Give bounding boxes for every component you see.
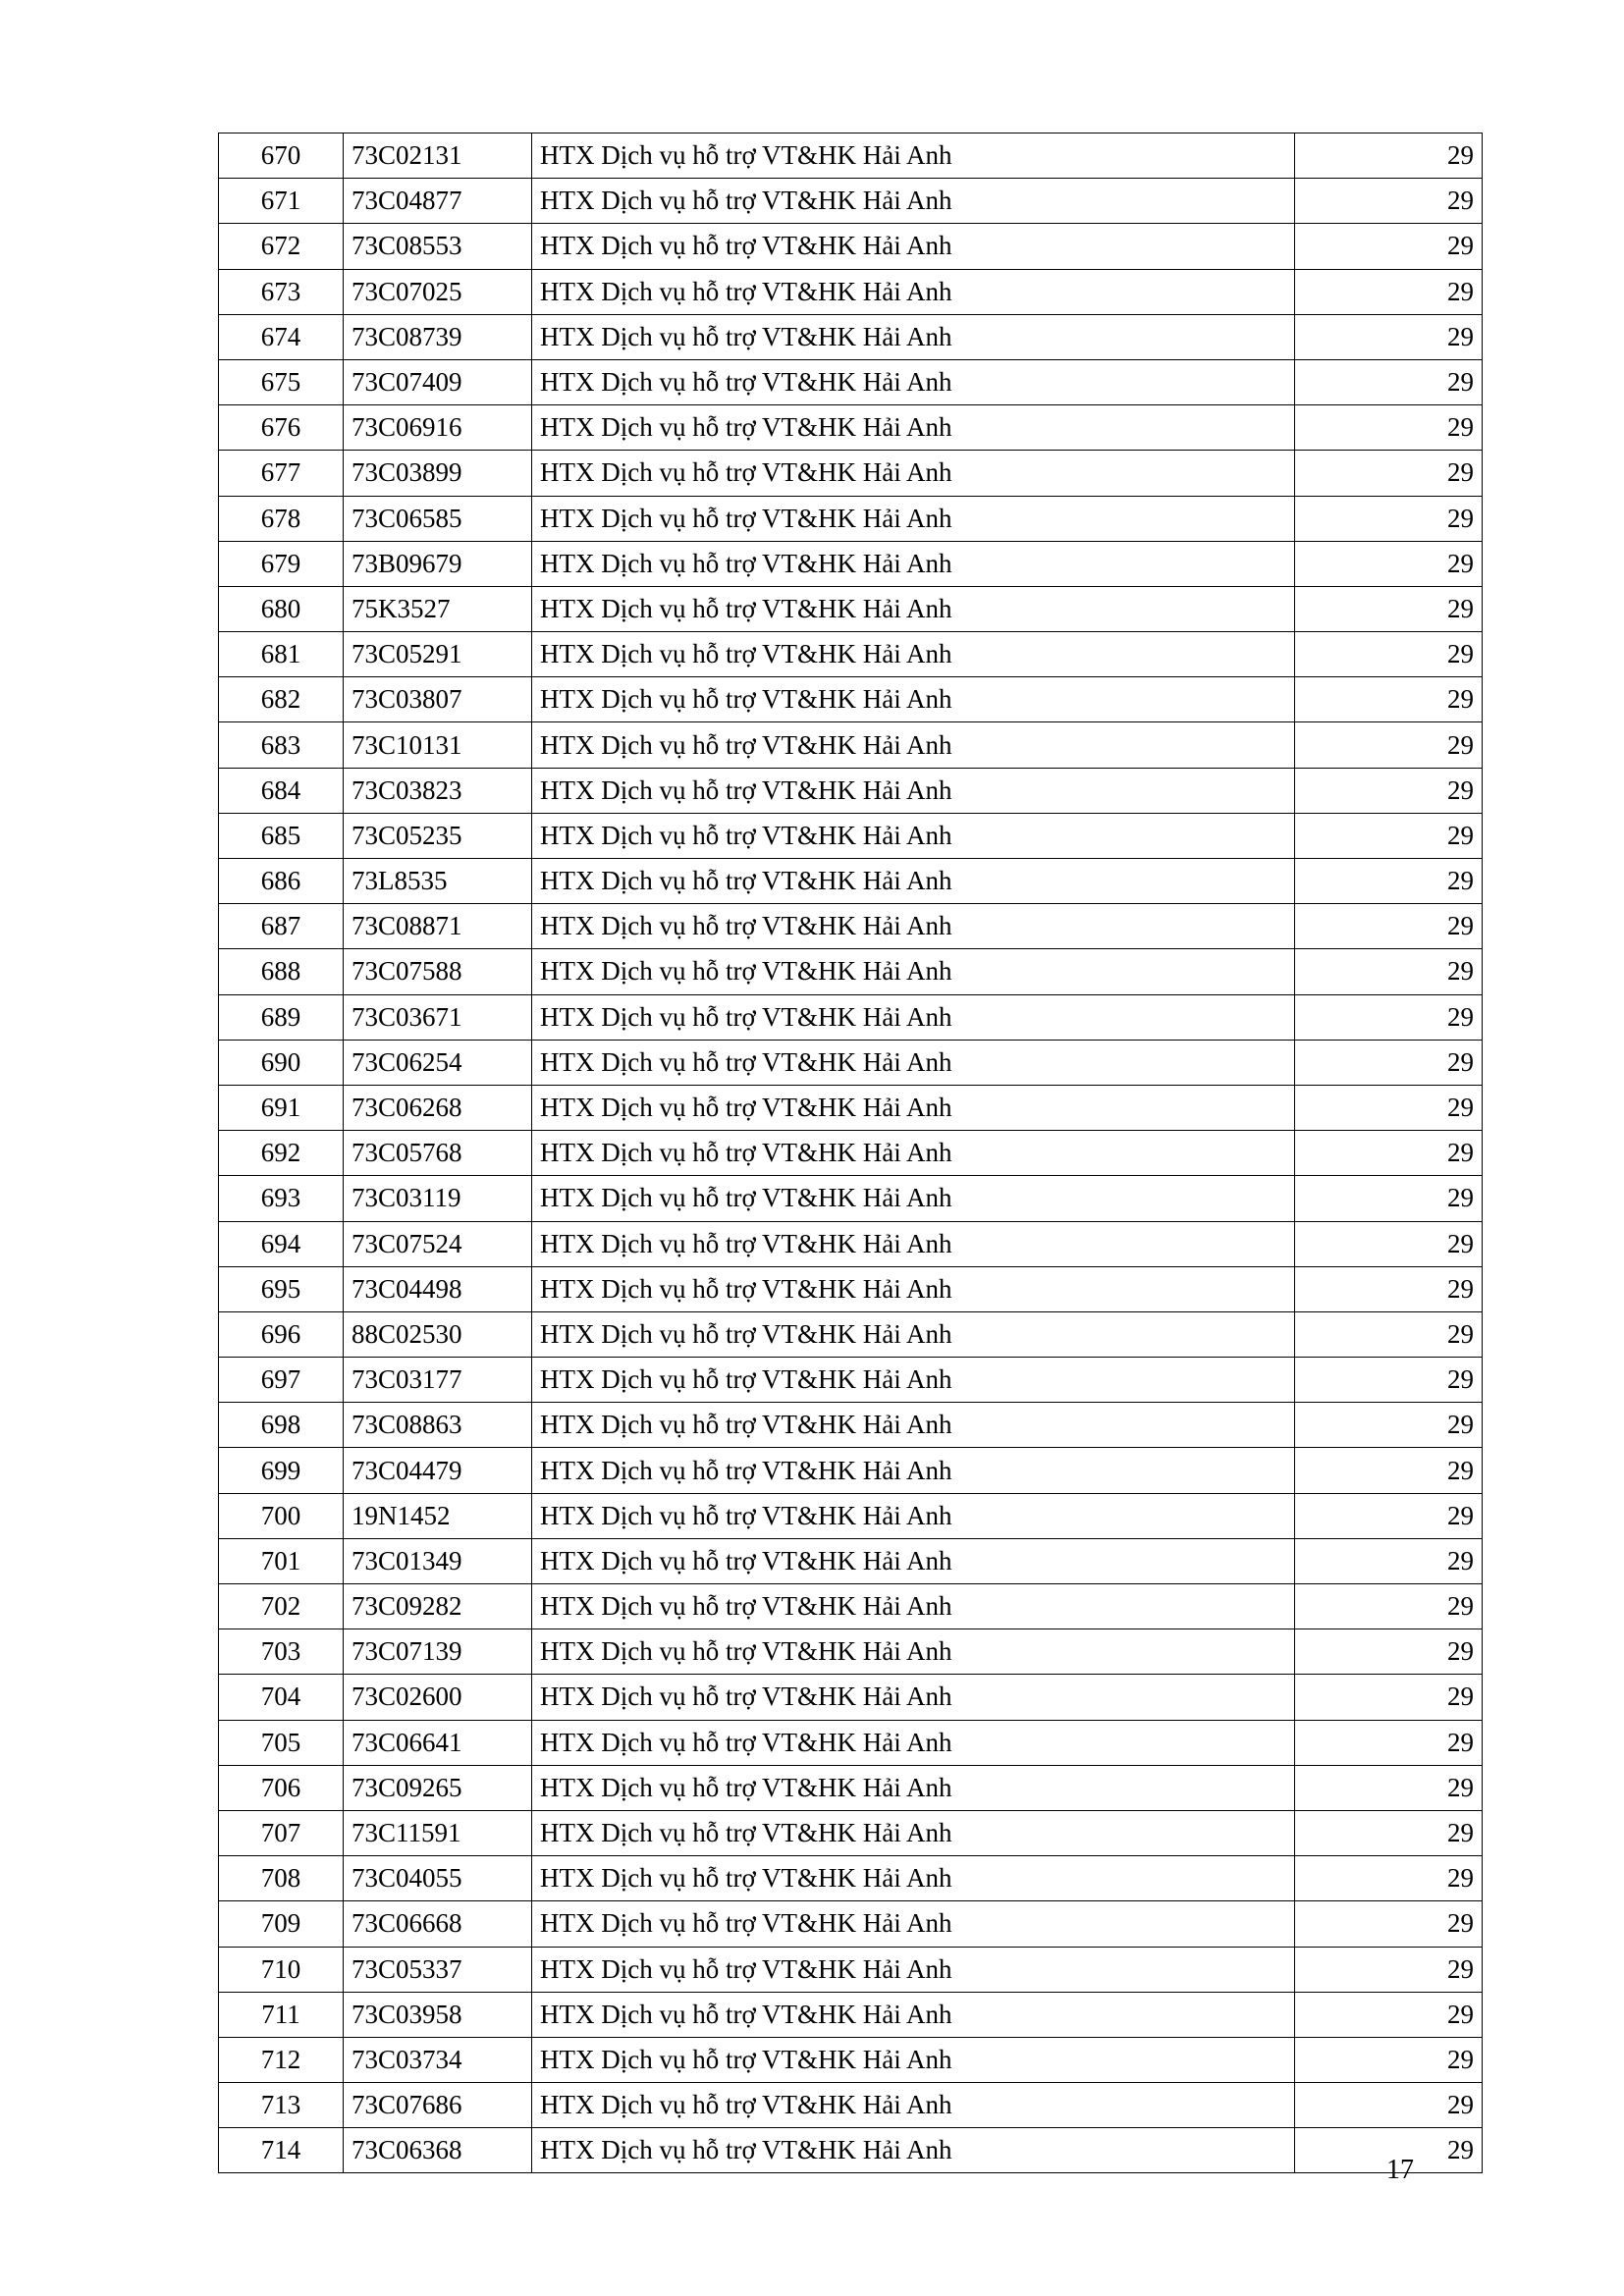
cell-plate: 73C07524 [344,1221,532,1266]
cell-seats: 29 [1295,1584,1483,1629]
cell-stt: 689 [219,994,344,1040]
table-row [219,1040,1483,1085]
table-row [219,1311,1483,1357]
cell-stt: 711 [219,1992,344,2037]
table-row [219,1403,1483,1448]
cell-stt: 679 [219,541,344,586]
cell-plate: 73C03807 [344,677,532,722]
cell-seats: 29 [1295,133,1483,179]
cell-stt: 683 [219,722,344,768]
cell-seats: 29 [1295,813,1483,858]
cell-plate: 73C06254 [344,1040,532,1085]
cell-stt: 680 [219,586,344,631]
cell-owner: HTX Dịch vụ hỗ trợ VT&HK Hải Anh [532,632,1295,677]
cell-plate: 19N1452 [344,1493,532,1538]
cell-seats: 29 [1295,496,1483,541]
table-row [219,1358,1483,1403]
cell-owner: HTX Dịch vụ hỗ trợ VT&HK Hải Anh [532,451,1295,496]
cell-seats: 29 [1295,1947,1483,1992]
cell-stt: 697 [219,1358,344,1403]
cell-stt: 677 [219,451,344,496]
cell-owner: HTX Dịch vụ hỗ trợ VT&HK Hải Anh [532,1131,1295,1176]
cell-seats: 29 [1295,1040,1483,1085]
cell-plate: 73C07025 [344,269,532,314]
table-row [219,2037,1483,2082]
table-row [219,1176,1483,1221]
cell-plate: 73L8535 [344,859,532,904]
cell-stt: 701 [219,1538,344,1583]
cell-seats: 29 [1295,451,1483,496]
cell-seats: 29 [1295,1992,1483,2037]
cell-stt: 693 [219,1176,344,1221]
cell-stt: 700 [219,1493,344,1538]
cell-plate: 73C02131 [344,133,532,179]
cell-plate: 73C09265 [344,1765,532,1810]
table-row [219,994,1483,1040]
cell-plate: 73C05235 [344,813,532,858]
cell-plate: 73C03958 [344,1992,532,2037]
table-row [219,904,1483,949]
cell-stt: 681 [219,632,344,677]
cell-plate: 73C03119 [344,1176,532,1221]
cell-owner: HTX Dịch vụ hỗ trợ VT&HK Hải Anh [532,1765,1295,1810]
cell-owner: HTX Dịch vụ hỗ trợ VT&HK Hải Anh [532,1493,1295,1538]
table-row [219,269,1483,314]
table-row [219,541,1483,586]
cell-owner: HTX Dịch vụ hỗ trợ VT&HK Hải Anh [532,359,1295,404]
cell-stt: 675 [219,359,344,404]
cell-stt: 674 [219,314,344,359]
cell-plate: 73C03823 [344,768,532,813]
cell-seats: 29 [1295,904,1483,949]
cell-seats: 29 [1295,722,1483,768]
cell-stt: 687 [219,904,344,949]
cell-seats: 29 [1295,2128,1483,2173]
cell-owner: HTX Dịch vụ hỗ trợ VT&HK Hải Anh [532,2037,1295,2082]
cell-stt: 699 [219,1448,344,1493]
cell-plate: 73C03671 [344,994,532,1040]
cell-seats: 29 [1295,1448,1483,1493]
cell-stt: 713 [219,2083,344,2128]
cell-plate: 73C07139 [344,1629,532,1675]
cell-plate: 73C11591 [344,1810,532,1855]
cell-seats: 29 [1295,314,1483,359]
cell-plate: 73C07686 [344,2083,532,2128]
table-row [219,1221,1483,1266]
cell-seats: 29 [1295,586,1483,631]
table-body [219,133,1483,2173]
cell-plate: 88C02530 [344,1311,532,1357]
cell-owner: HTX Dịch vụ hỗ trợ VT&HK Hải Anh [532,859,1295,904]
cell-plate: 73C05291 [344,632,532,677]
cell-stt: 702 [219,1584,344,1629]
cell-stt: 705 [219,1720,344,1765]
cell-seats: 29 [1295,2083,1483,2128]
cell-stt: 706 [219,1765,344,1810]
cell-owner: HTX Dịch vụ hỗ trợ VT&HK Hải Anh [532,1176,1295,1221]
cell-seats: 29 [1295,1403,1483,1448]
cell-owner: HTX Dịch vụ hỗ trợ VT&HK Hải Anh [532,949,1295,994]
cell-plate: 73C04877 [344,179,532,224]
cell-stt: 673 [219,269,344,314]
cell-owner: HTX Dịch vụ hỗ trợ VT&HK Hải Anh [532,179,1295,224]
cell-stt: 684 [219,768,344,813]
table-row [219,1629,1483,1675]
cell-plate: 73C03899 [344,451,532,496]
table-row [219,722,1483,768]
cell-plate: 73C06916 [344,405,532,451]
table-row [219,2128,1483,2173]
cell-seats: 29 [1295,224,1483,269]
cell-owner: HTX Dịch vụ hỗ trợ VT&HK Hải Anh [532,1947,1295,1992]
table-row [219,1584,1483,1629]
cell-stt: 692 [219,1131,344,1176]
cell-plate: 73C05337 [344,1947,532,1992]
table-row [219,677,1483,722]
cell-seats: 29 [1295,1358,1483,1403]
cell-owner: HTX Dịch vụ hỗ trợ VT&HK Hải Anh [532,1720,1295,1765]
cell-seats: 29 [1295,1629,1483,1675]
cell-owner: HTX Dịch vụ hỗ trợ VT&HK Hải Anh [532,1448,1295,1493]
vehicle-registry-table-container [218,133,1474,2173]
cell-owner: HTX Dịch vụ hỗ trợ VT&HK Hải Anh [532,1538,1295,1583]
cell-owner: HTX Dịch vụ hỗ trợ VT&HK Hải Anh [532,1403,1295,1448]
cell-owner: HTX Dịch vụ hỗ trợ VT&HK Hải Anh [532,269,1295,314]
cell-plate: 73C06585 [344,496,532,541]
cell-seats: 29 [1295,2037,1483,2082]
cell-plate: 73C07588 [344,949,532,994]
cell-stt: 688 [219,949,344,994]
table-row [219,1810,1483,1855]
cell-stt: 686 [219,859,344,904]
cell-stt: 704 [219,1675,344,1720]
table-row [219,1947,1483,1992]
cell-plate: 73C02600 [344,1675,532,1720]
cell-seats: 29 [1295,632,1483,677]
cell-seats: 29 [1295,677,1483,722]
cell-seats: 29 [1295,179,1483,224]
cell-owner: HTX Dịch vụ hỗ trợ VT&HK Hải Anh [532,314,1295,359]
cell-seats: 29 [1295,1765,1483,1810]
cell-plate: 73B09679 [344,541,532,586]
cell-stt: 707 [219,1810,344,1855]
table-row [219,224,1483,269]
cell-seats: 29 [1295,1221,1483,1266]
cell-seats: 29 [1295,1131,1483,1176]
cell-owner: HTX Dịch vụ hỗ trợ VT&HK Hải Anh [532,1810,1295,1855]
cell-stt: 712 [219,2037,344,2082]
cell-stt: 696 [219,1311,344,1357]
cell-seats: 29 [1295,1675,1483,1720]
cell-plate: 73C04479 [344,1448,532,1493]
cell-seats: 29 [1295,994,1483,1040]
table-row [219,1493,1483,1538]
table-row [219,405,1483,451]
cell-owner: HTX Dịch vụ hỗ trợ VT&HK Hải Anh [532,224,1295,269]
cell-owner: HTX Dịch vụ hỗ trợ VT&HK Hải Anh [532,1266,1295,1311]
cell-seats: 29 [1295,1176,1483,1221]
table-row [219,1448,1483,1493]
cell-stt: 694 [219,1221,344,1266]
cell-stt: 671 [219,179,344,224]
cell-stt: 691 [219,1085,344,1130]
cell-seats: 29 [1295,1810,1483,1855]
cell-owner: HTX Dịch vụ hỗ trợ VT&HK Hải Anh [532,677,1295,722]
cell-plate: 73C08871 [344,904,532,949]
cell-owner: HTX Dịch vụ hỗ trợ VT&HK Hải Anh [532,1856,1295,1901]
cell-seats: 29 [1295,1266,1483,1311]
cell-stt: 703 [219,1629,344,1675]
cell-seats: 29 [1295,768,1483,813]
page-number: 17 [1386,2155,1414,2185]
cell-stt: 672 [219,224,344,269]
cell-owner: HTX Dịch vụ hỗ trợ VT&HK Hải Anh [532,586,1295,631]
cell-owner: HTX Dịch vụ hỗ trợ VT&HK Hải Anh [532,1992,1295,2037]
cell-seats: 29 [1295,541,1483,586]
cell-plate: 73C08863 [344,1403,532,1448]
cell-owner: HTX Dịch vụ hỗ trợ VT&HK Hải Anh [532,496,1295,541]
cell-owner: HTX Dịch vụ hỗ trợ VT&HK Hải Anh [532,1040,1295,1085]
cell-owner: HTX Dịch vụ hỗ trợ VT&HK Hải Anh [532,1085,1295,1130]
table-row [219,314,1483,359]
table-row [219,1131,1483,1176]
cell-stt: 714 [219,2128,344,2173]
cell-plate: 75K3527 [344,586,532,631]
cell-stt: 678 [219,496,344,541]
cell-stt: 685 [219,813,344,858]
cell-stt: 710 [219,1947,344,1992]
cell-plate: 73C08553 [344,224,532,269]
table-row [219,949,1483,994]
cell-owner: HTX Dịch vụ hỗ trợ VT&HK Hải Anh [532,1675,1295,1720]
cell-owner: HTX Dịch vụ hỗ trợ VT&HK Hải Anh [532,768,1295,813]
cell-owner: HTX Dịch vụ hỗ trợ VT&HK Hải Anh [532,813,1295,858]
cell-owner: HTX Dịch vụ hỗ trợ VT&HK Hải Anh [532,2128,1295,2173]
cell-stt: 682 [219,677,344,722]
cell-stt: 690 [219,1040,344,1085]
table-row [219,451,1483,496]
cell-owner: HTX Dịch vụ hỗ trợ VT&HK Hải Anh [532,722,1295,768]
table-row [219,768,1483,813]
cell-owner: HTX Dịch vụ hỗ trợ VT&HK Hải Anh [532,405,1295,451]
cell-owner: HTX Dịch vụ hỗ trợ VT&HK Hải Anh [532,133,1295,179]
cell-seats: 29 [1295,1901,1483,1947]
cell-plate: 73C06368 [344,2128,532,2173]
cell-plate: 73C01349 [344,1538,532,1583]
cell-owner: HTX Dịch vụ hỗ trợ VT&HK Hải Anh [532,1901,1295,1947]
cell-owner: HTX Dịch vụ hỗ trợ VT&HK Hải Anh [532,1629,1295,1675]
table-row [219,496,1483,541]
table-row [219,1901,1483,1947]
table-row [219,1720,1483,1765]
cell-plate: 73C05768 [344,1131,532,1176]
table-row [219,359,1483,404]
cell-plate: 73C08739 [344,314,532,359]
cell-plate: 73C03734 [344,2037,532,2082]
cell-seats: 29 [1295,359,1483,404]
table-row [219,1266,1483,1311]
cell-stt: 708 [219,1856,344,1901]
table-row [219,859,1483,904]
cell-plate: 73C04498 [344,1266,532,1311]
table-row [219,2083,1483,2128]
cell-seats: 29 [1295,1085,1483,1130]
table-row [219,133,1483,179]
table-row [219,813,1483,858]
cell-seats: 29 [1295,269,1483,314]
cell-seats: 29 [1295,1311,1483,1357]
cell-seats: 29 [1295,859,1483,904]
cell-stt: 709 [219,1901,344,1947]
cell-plate: 73C06268 [344,1085,532,1130]
cell-plate: 73C09282 [344,1584,532,1629]
cell-seats: 29 [1295,1493,1483,1538]
cell-plate: 73C06641 [344,1720,532,1765]
cell-plate: 73C03177 [344,1358,532,1403]
table-row [219,1856,1483,1901]
cell-owner: HTX Dịch vụ hỗ trợ VT&HK Hải Anh [532,1358,1295,1403]
cell-stt: 695 [219,1266,344,1311]
cell-stt: 676 [219,405,344,451]
cell-owner: HTX Dịch vụ hỗ trợ VT&HK Hải Anh [532,904,1295,949]
table-row [219,1538,1483,1583]
cell-owner: HTX Dịch vụ hỗ trợ VT&HK Hải Anh [532,541,1295,586]
cell-plate: 73C06668 [344,1901,532,1947]
cell-owner: HTX Dịch vụ hỗ trợ VT&HK Hải Anh [532,1221,1295,1266]
cell-stt: 670 [219,133,344,179]
cell-seats: 29 [1295,1538,1483,1583]
cell-seats: 29 [1295,1856,1483,1901]
table-row [219,1992,1483,2037]
cell-seats: 29 [1295,405,1483,451]
table-row [219,1765,1483,1810]
table-row [219,632,1483,677]
cell-owner: HTX Dịch vụ hỗ trợ VT&HK Hải Anh [532,2083,1295,2128]
cell-stt: 698 [219,1403,344,1448]
cell-plate: 73C04055 [344,1856,532,1901]
vehicle-registry-table [218,133,1483,2173]
table-row [219,179,1483,224]
cell-owner: HTX Dịch vụ hỗ trợ VT&HK Hải Anh [532,1584,1295,1629]
cell-owner: HTX Dịch vụ hỗ trợ VT&HK Hải Anh [532,1311,1295,1357]
table-row [219,586,1483,631]
cell-plate: 73C10131 [344,722,532,768]
cell-owner: HTX Dịch vụ hỗ trợ VT&HK Hải Anh [532,994,1295,1040]
cell-seats: 29 [1295,1720,1483,1765]
cell-seats: 29 [1295,949,1483,994]
cell-plate: 73C07409 [344,359,532,404]
table-row [219,1085,1483,1130]
table-row [219,1675,1483,1720]
